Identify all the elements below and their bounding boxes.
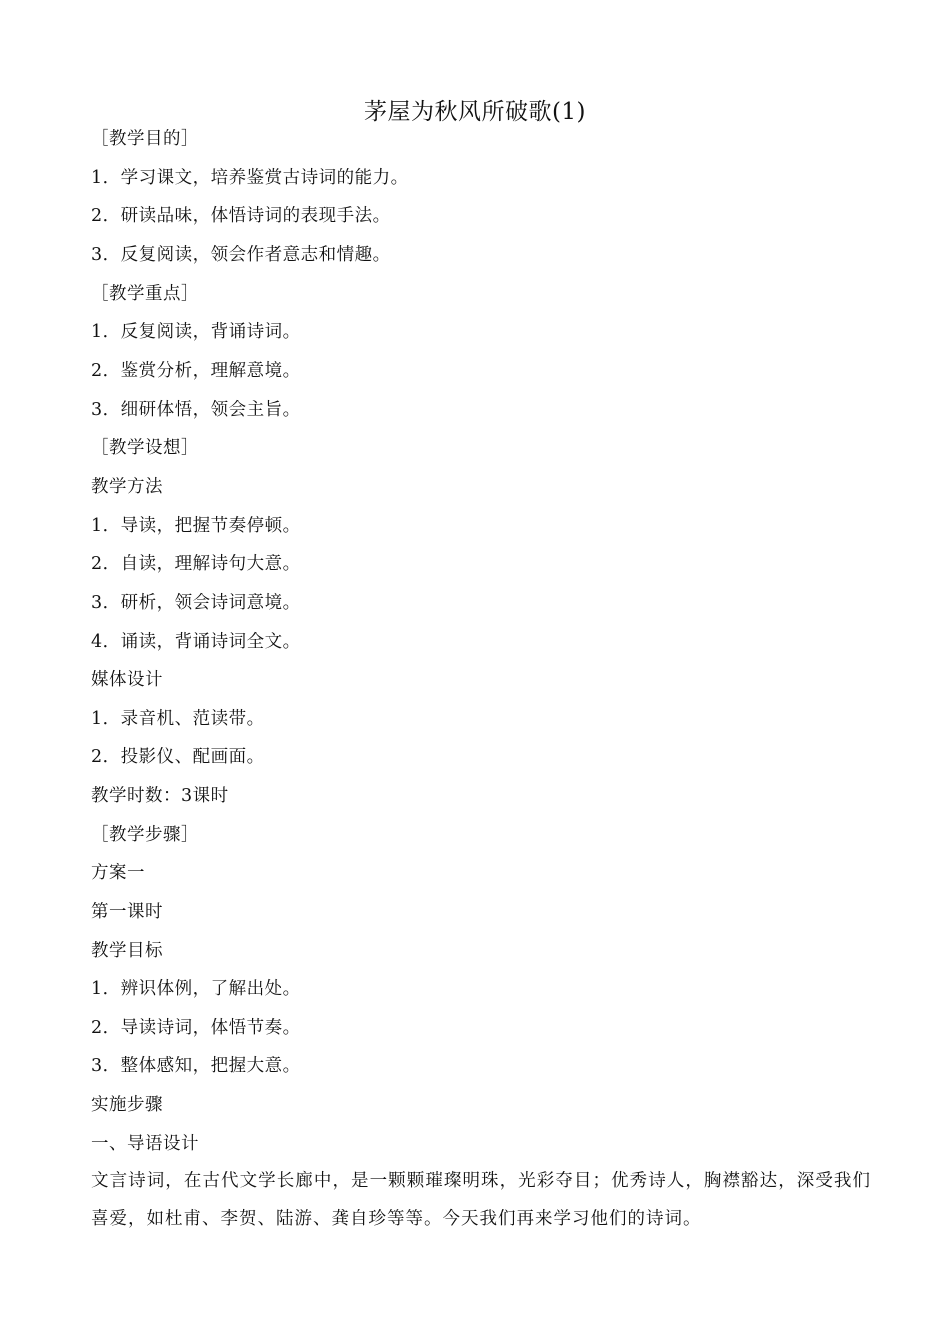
section-heading-objectives: ［教学目的］ — [91, 129, 199, 149]
subheading-goals: 教学目标 — [91, 941, 163, 961]
list-item: 3．反复阅读，领会作者意志和情趣。 — [91, 245, 391, 265]
document-title: 茅屋为秋风所破歌(1) — [363, 99, 587, 125]
list-item: 1．反复阅读，背诵诗词。 — [91, 322, 301, 342]
list-item: 2．研读品味，体悟诗词的表现手法。 — [91, 206, 391, 226]
subheading-plan: 方案一 — [91, 863, 145, 883]
section-heading-design: ［教学设想］ — [91, 438, 199, 458]
list-item: 2．鉴赏分析，理解意境。 — [91, 361, 301, 381]
list-item: 3．细研体悟，领会主旨。 — [91, 400, 301, 420]
lesson-hours: 教学时数：3课时 — [91, 786, 229, 806]
intro-paragraph: 文言诗词，在古代文学长廊中，是一颗颗璀璨明珠，光彩夺目；优秀诗人，胸襟豁达，深受我们喜爱，如杜甫、李贺、陆游、龚自珍等等。今天我们再来学习他们的诗词。 — [91, 1171, 871, 1229]
subheading-methods: 教学方法 — [91, 477, 163, 497]
list-item: 3．整体感知，把握大意。 — [91, 1056, 301, 1076]
subheading-lesson: 第一课时 — [91, 902, 163, 922]
section-heading-key-points: ［教学重点］ — [91, 284, 199, 304]
section-heading-steps: ［教学步骤］ — [91, 825, 199, 845]
subheading-intro-design: 一、导语设计 — [91, 1134, 199, 1154]
list-item: 2．自读，理解诗句大意。 — [91, 554, 301, 574]
list-item: 1．辨识体例，了解出处。 — [91, 979, 301, 999]
list-item: 1．学习课文，培养鉴赏古诗词的能力。 — [91, 168, 409, 188]
list-item: 2．导读诗词，体悟节奏。 — [91, 1018, 301, 1038]
list-item: 1．录音机、范读带。 — [91, 709, 265, 729]
subheading-implementation: 实施步骤 — [91, 1095, 163, 1115]
list-item: 1．导读，把握节奏停顿。 — [91, 516, 301, 536]
list-item: 4．诵读，背诵诗词全文。 — [91, 632, 301, 652]
list-item: 2．投影仪、配画面。 — [91, 747, 265, 767]
subheading-media: 媒体设计 — [91, 670, 163, 690]
list-item: 3．研析，领会诗词意境。 — [91, 593, 301, 613]
